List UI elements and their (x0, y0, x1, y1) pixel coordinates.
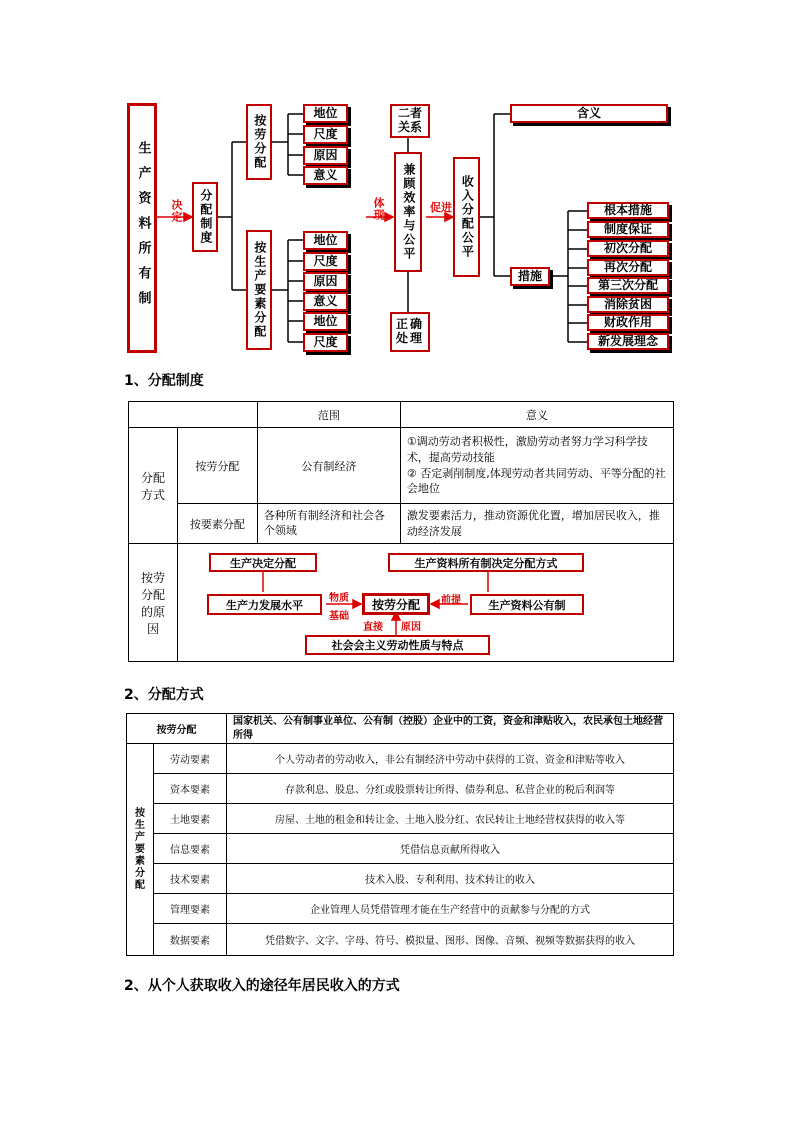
center-by-labor: 按劳分配 (362, 593, 430, 615)
by-labor-item: 原因 (303, 146, 348, 165)
labor-name: 按劳分配 (178, 428, 258, 504)
by-factor-item: 尺度 (303, 252, 348, 271)
factor-text: 凭借信息贡献所得收入 (227, 834, 674, 864)
factor-text: 企业管理人员凭借管理才能在生产经营中的贡献参与分配的方式 (227, 894, 674, 924)
label-basis: 基础 (329, 611, 349, 622)
by-labor-item: 意义 (303, 166, 348, 185)
section1-heading: 1、分配制度 (124, 373, 204, 389)
labor-label: 按劳分配 (127, 714, 227, 744)
income-fairness: 收入分配公平 (453, 157, 480, 277)
factor-name: 土地要素 (154, 804, 227, 834)
by-factor-item: 地位 (303, 231, 348, 250)
measure-item: 新发展理念 (587, 333, 669, 350)
label-direct: 直接 (363, 622, 383, 633)
factor-text: 房屋、土地的租金和转让金、土地入股分红、农民转让土地经营权获得的收入等 (227, 804, 674, 834)
measure-item: 财政作用 (587, 314, 669, 331)
header-meaning: 意义 (400, 402, 673, 428)
factor-name: 管理要素 (154, 894, 227, 924)
header-scope: 范围 (257, 402, 400, 428)
measure-item: 第三次分配 (587, 277, 669, 294)
label-decides: 决定 (170, 199, 183, 223)
measure-item: 根本措施 (587, 202, 669, 219)
by-factor: 按生产要素分配 (246, 230, 272, 350)
measure-item: 消除贫困 (587, 296, 669, 313)
measure-item: 再次分配 (587, 259, 669, 276)
labor-scope: 公有制经济 (257, 428, 400, 504)
measures: 措施 (510, 267, 550, 286)
by-labor-item: 地位 (303, 104, 348, 123)
measure-item: 制度保证 (587, 221, 669, 238)
factor-text: 个人劳动者的劳动收入，非公有制经济中劳动中获得的工资、资金和津贴等收入 (227, 744, 674, 774)
by-factor-item: 地位 (303, 312, 348, 331)
labor-nature: 社会会主义劳动性质与特点 (305, 635, 490, 655)
labor-meaning-2: ② 否定剥削制度,体现劳动者共同劳动、平等分配的社会地位 (406, 466, 666, 496)
prod-decides: 生产决定分配 (209, 553, 317, 572)
label-premise: 前提 (441, 595, 461, 606)
factor-text: 技术入股、专利利用、技术转让的收入 (227, 864, 674, 894)
factor-name: 数据要素 (154, 924, 227, 956)
factor-name: 技术要素 (154, 864, 227, 894)
labor-text: 国家机关、公有制事业单位、公有制（控股）企业中的工资，资金和津贴收入，农民承包土地经营所得 (227, 714, 674, 744)
handle-text: 正确处理 (396, 317, 425, 345)
label-cause: 原因 (401, 622, 421, 633)
meaning: 含义 (510, 104, 668, 123)
ownership-decides: 生产资料所有制决定分配方式 (388, 553, 584, 572)
measure-item: 初次分配 (587, 240, 669, 257)
factor-name: 劳动要素 (154, 744, 227, 774)
factor-text: 存款利息、股息、分红或股票转让所得、债券利息、私营企业的税后利润等 (227, 774, 674, 804)
factor-text: 凭借数字、文字、字母、符号、模拟量、图形、图像、音频、视频等数据获得的收入 (227, 924, 674, 956)
by-factor-item: 尺度 (303, 333, 348, 352)
label-promotes: 促进 (430, 201, 452, 214)
reason-group-text: 按劳分配的原因 (140, 570, 165, 636)
labor-meaning-1: ①调动劳动者积极性，激励劳动者努力学习科学技术，提高劳动技能 (406, 434, 648, 464)
factor-group (127, 744, 154, 956)
distribution-methods-table (126, 713, 674, 956)
factor-scope: 各种所有制经济和社会各个领域 (257, 504, 400, 544)
dist-system: 分配制度 (192, 182, 218, 252)
by-labor: 按劳分配 (246, 104, 272, 180)
section2-heading: 2、分配方式 (124, 687, 204, 703)
factor-group-text: 按生产要素分配 (135, 807, 145, 891)
factor-name: 按要素分配 (178, 504, 258, 544)
root-ownership: 生产资料所有制 (127, 103, 157, 353)
by-factor-item: 原因 (303, 272, 348, 291)
factor-name: 信息要素 (154, 834, 227, 864)
row-group-method-text: 分配方式 (140, 470, 165, 502)
label-embodies: 体现 (372, 197, 385, 221)
label-material: 物质 (329, 593, 349, 604)
factor-meaning: 激发要素活力，推动资源优化置，增加居民收入，推动经济发展 (400, 504, 673, 544)
balance-efficiency-fairness: 兼顾效率与公平 (394, 152, 422, 272)
by-factor-item: 意义 (303, 292, 348, 311)
public-ownership: 生产资料公有制 (470, 594, 584, 615)
productivity: 生产力发展水平 (207, 594, 322, 615)
factor-name: 资本要素 (154, 774, 227, 804)
section3-heading: 2、从个人获取收入的途径年居民收入的方式 (124, 978, 400, 994)
relation-text: 二者关系 (397, 106, 422, 134)
by-labor-item: 尺度 (303, 125, 348, 144)
